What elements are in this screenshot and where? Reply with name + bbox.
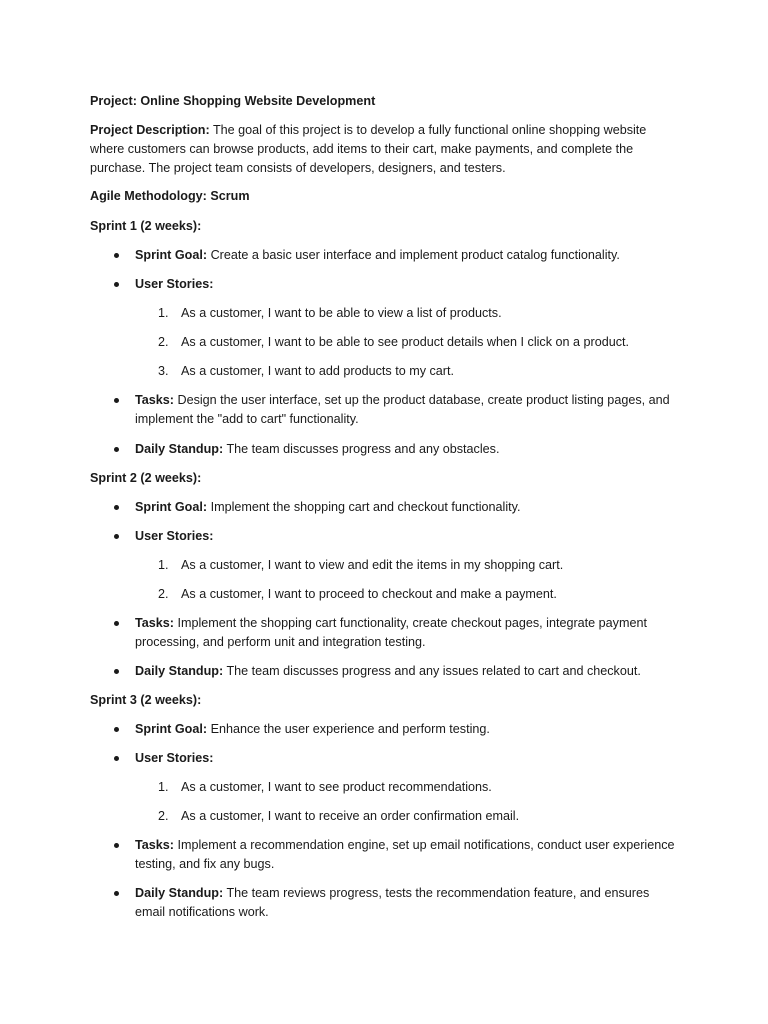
sprint-goal-label: Sprint Goal: bbox=[135, 722, 208, 736]
tasks-text: Implement the shopping cart functionality, create checkout pages, integrate payment processing, and perform unit and integration testing. bbox=[135, 616, 647, 649]
user-story: As a customer, I want to add products to my cart. bbox=[181, 364, 454, 378]
bullet bbox=[113, 277, 121, 292]
standup-label: Daily Standup: bbox=[135, 664, 224, 678]
tasks-text: Implement a recommendation engine, set up email notifications, conduct user experience testing, and fix any bugs. bbox=[135, 838, 675, 871]
tasks-label: Tasks: bbox=[135, 838, 174, 852]
sprint-goal-text: Implement the shopping cart and checkout functionality. bbox=[207, 500, 521, 514]
user-story: As a customer, I want to view and edit the items in my shopping cart. bbox=[181, 558, 564, 572]
bullet bbox=[113, 442, 121, 457]
bullet bbox=[113, 248, 121, 263]
sprint-2-heading: Sprint 2 (2 weeks): bbox=[90, 471, 202, 485]
sprint-goal-text: Enhance the user experience and perform testing. bbox=[207, 722, 490, 736]
user-story: As a customer, I want to be able to view a list of products. bbox=[181, 306, 502, 320]
sprint-1-goal bbox=[135, 248, 620, 263]
sprint-2-goal bbox=[135, 500, 520, 515]
sprint-goal-label: Sprint Goal: bbox=[135, 500, 208, 514]
list-number: 1. bbox=[158, 780, 169, 794]
project-title: Project: Online Shopping Website Development bbox=[90, 94, 376, 108]
project-description-text: The goal of this project is to develop a fully functional online shopping website where customers can browse products, add items to their cart, make payments, and complete the purchase. The project team consists of developers, designers, and testers. bbox=[90, 123, 647, 175]
standup-text: The team reviews progress, tests the recommendation feature, and ensures email notifications work. bbox=[135, 886, 650, 919]
sprint-1-user-stories-label: User Stories: bbox=[135, 277, 214, 291]
project-description bbox=[90, 121, 670, 178]
list-number: 2. bbox=[158, 809, 169, 823]
standup-text: The team discusses progress and any obstacles. bbox=[223, 442, 500, 456]
standup-label: Daily Standup: bbox=[135, 886, 224, 900]
sprint-3-goal bbox=[135, 722, 490, 737]
standup-label: Daily Standup: bbox=[135, 442, 224, 456]
sprint-2-user-stories-label: User Stories: bbox=[135, 529, 214, 543]
sprint-2-standup bbox=[135, 664, 641, 679]
sprint-3-user-stories-label: User Stories: bbox=[135, 751, 214, 765]
list-number: 3. bbox=[158, 364, 169, 378]
sprint-1-standup bbox=[135, 442, 499, 457]
bullet bbox=[113, 500, 121, 515]
bullet bbox=[113, 529, 121, 544]
sprint-3-heading: Sprint 3 (2 weeks): bbox=[90, 693, 202, 707]
user-story: As a customer, I want to proceed to checkout and make a payment. bbox=[181, 587, 557, 601]
bullet bbox=[113, 616, 121, 631]
sprint-3-standup bbox=[135, 884, 675, 922]
bullet bbox=[113, 886, 121, 901]
sprint-goal-label: Sprint Goal: bbox=[135, 248, 208, 262]
sprint-1-heading: Sprint 1 (2 weeks): bbox=[90, 219, 202, 233]
tasks-label: Tasks: bbox=[135, 393, 174, 407]
list-number: 1. bbox=[158, 558, 169, 572]
tasks-text: Design the user interface, set up the product database, create product listing pages, and implement the "add to cart" functionality. bbox=[135, 393, 670, 426]
standup-text: The team discusses progress and any issues related to cart and checkout. bbox=[223, 664, 641, 678]
user-story: As a customer, I want to see product recommendations. bbox=[181, 780, 492, 794]
bullet bbox=[113, 838, 121, 853]
bullet bbox=[113, 664, 121, 679]
list-number: 2. bbox=[158, 587, 169, 601]
sprint-goal-text: Create a basic user interface and implement product catalog functionality. bbox=[207, 248, 620, 262]
user-story: As a customer, I want to receive an order confirmation email. bbox=[181, 809, 520, 823]
list-number: 2. bbox=[158, 335, 169, 349]
sprint-2-tasks bbox=[135, 614, 675, 652]
methodology-heading: Agile Methodology: Scrum bbox=[90, 189, 250, 203]
project-description-label: Project Description: bbox=[90, 123, 210, 137]
bullet bbox=[113, 722, 121, 737]
tasks-label: Tasks: bbox=[135, 616, 174, 630]
sprint-1-tasks bbox=[135, 391, 675, 429]
bullet bbox=[113, 393, 121, 408]
bullet bbox=[113, 751, 121, 766]
user-story: As a customer, I want to be able to see product details when I click on a product. bbox=[181, 335, 630, 349]
sprint-3-tasks bbox=[135, 836, 675, 874]
list-number: 1. bbox=[158, 306, 169, 320]
